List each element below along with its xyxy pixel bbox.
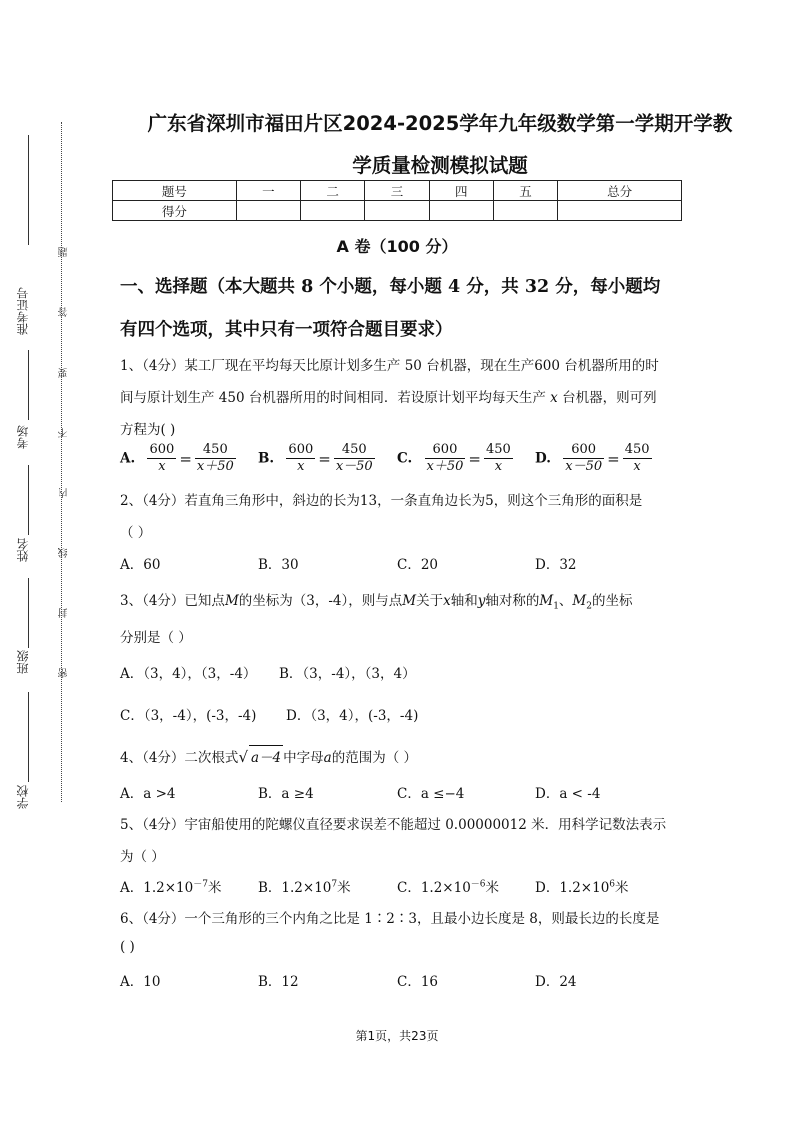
exponent: 6 (609, 879, 616, 890)
page-title-line1: 广东省深圳市福田片区2024-2025学年九年级数学第一学期开学教 (147, 112, 733, 135)
q1-option-d[interactable]: D. $\frac{600}{x-50}$ = $\frac{450}{x}$ (535, 442, 650, 475)
score-input-cell[interactable] (429, 201, 493, 221)
unit: 米 (337, 880, 351, 896)
q3-point-m1: M (539, 593, 554, 609)
denominator: x＋50 (426, 459, 464, 475)
q3-text-seg: 3、（4分）已知点 (120, 593, 225, 609)
fraction (425, 442, 466, 476)
numerator: 600 (563, 442, 604, 459)
q2-option-d[interactable]: D．32 (535, 557, 577, 573)
q6-text-line1: 6、（4分）一个三角形的三个内角之比是 1∶2∶3，且最小边长度是 8，则最长边的长度是 (120, 911, 660, 927)
score-input-cell[interactable] (301, 201, 365, 221)
q3-text-seg: 关于 (416, 593, 444, 609)
unit: 米 (615, 880, 629, 896)
q3-subscript: 2 (586, 601, 592, 612)
score-table-cell: 总分 (558, 181, 682, 201)
margin-label-school: 学校 (16, 785, 30, 809)
q1-option-c[interactable]: C. $\frac{600}{x+50}$ = $\frac{450}{x}$ (397, 442, 511, 475)
margin-line (28, 465, 29, 535)
sqrt-sign: √ (238, 748, 248, 766)
fraction (334, 442, 375, 476)
seal-char: 内 (59, 488, 70, 498)
q6-option-d[interactable]: D．24 (535, 974, 577, 990)
q2-option-b[interactable]: B．30 (258, 557, 299, 573)
q1-option-a[interactable]: A. $\frac{600}{x}$ = $\frac{450}{x+50}$ (120, 442, 234, 475)
q3-text-line1 (120, 589, 680, 612)
q4-radicand: a－4 (249, 745, 283, 766)
score-table-header-row (113, 181, 682, 201)
score-input-cell[interactable] (493, 201, 557, 221)
numerator: 450 (195, 442, 236, 459)
seal-char: 题 (59, 247, 70, 257)
q6-option-b[interactable]: B．12 (258, 974, 299, 990)
q4-text-seg: 4、（4分）二次根式 (120, 750, 239, 766)
q2-option-a[interactable]: A．60 (120, 557, 161, 573)
option-label: C. (397, 450, 413, 467)
score-input-cell[interactable] (558, 201, 682, 221)
q3-point-m: M (224, 593, 239, 609)
q3-text-line2: 分别是（ ） (120, 630, 192, 646)
fraction (195, 442, 236, 476)
fraction (623, 442, 652, 476)
seal-char: 线 (59, 548, 70, 558)
q1-option-b[interactable]: B. $\frac{600}{x}$ = $\frac{450}{x-50}$ (258, 442, 373, 475)
q3-point-m: M (402, 593, 417, 609)
q4-text-seg: 的范围为（ ） (331, 750, 417, 766)
denominator: x (158, 459, 166, 475)
q3-y-axis: y (477, 593, 486, 609)
q5-text-line2: 为（ ） (120, 849, 165, 865)
page-footer: 第1页，共23页 (355, 1029, 439, 1043)
q5-option-d[interactable] (535, 876, 629, 896)
q1-text-seg: 台机器，则可列 (562, 390, 657, 406)
q3-option-d[interactable]: D．（3，4），(-3，-4) (286, 708, 419, 724)
denominator: x (297, 459, 305, 475)
section-heading-line2: 有四个选项，其中只有一项符合题目要求） (120, 320, 453, 340)
option-text: A．1.2×10 (120, 880, 194, 896)
fraction (563, 442, 604, 476)
score-table-cell: 二 (301, 181, 365, 201)
q3-option-b[interactable]: B．（3，-4），（3，4） (279, 666, 416, 682)
score-table-cell: 题号 (113, 181, 237, 201)
option-text: B．1.2×10 (258, 880, 332, 896)
unit: 米 (207, 880, 222, 896)
section-heading-line1: 一、选择题（本大题共 8 个小题，每小题 4 分，共 32 分，每小题均 (120, 277, 661, 297)
option-label: A. (120, 450, 136, 467)
numerator: 450 (623, 442, 652, 459)
q4-text-line1 (120, 745, 680, 766)
q2-option-c[interactable]: C．20 (397, 557, 439, 573)
denominator: x (494, 459, 503, 475)
seal-char: 封 (59, 608, 70, 618)
q2-text-line1: 2、（4分）若直角三角形中，斜边的长为13，一条直角边长为5，则这个三角形的面积是 (120, 493, 643, 509)
q3-text-seg: 、 (558, 593, 573, 609)
unit: 米 (485, 880, 500, 896)
score-table-cell: 五 (493, 181, 557, 201)
seal-char: 不 (59, 428, 70, 438)
q3-point-m2: M (572, 593, 587, 609)
q3-text-seg: 轴和 (450, 593, 478, 609)
denominator: x＋50 (196, 459, 234, 475)
fraction (147, 442, 176, 476)
denominator: x (633, 459, 641, 475)
seal-char: 要 (59, 368, 70, 378)
margin-label-exam-number: 准考证号 (16, 287, 30, 335)
denominator: x－50 (565, 459, 603, 475)
q3-text-seg: 的坐标为（3，-4），则与点 (238, 593, 403, 609)
q6-option-c[interactable]: C．16 (397, 974, 439, 990)
numerator: 600 (425, 442, 466, 459)
q1-text-line1: 1、（4分）某工厂现在平均每天比原计划多生产 50 台机器，现在生产600 台机器所用的时 (120, 358, 659, 374)
q4-variable: a (323, 750, 332, 766)
q5-option-b[interactable] (258, 876, 351, 896)
seal-dotted-line (61, 122, 62, 802)
q3-x-axis: x (443, 593, 451, 609)
margin-line (28, 350, 29, 420)
q4-option-d[interactable]: D．a < -4 (535, 786, 601, 802)
q1-text-seg: 间与原计划生产 450 台机器所用的时间相同．若设原计划平均每天生产 (120, 390, 546, 406)
page-title-line2: 学质量检测模拟试题 (352, 154, 528, 177)
margin-label-class: 班级 (16, 650, 30, 674)
q4-option-b[interactable]: B．a ≥4 (258, 786, 314, 802)
q1-text-line2 (120, 386, 680, 406)
score-table-score-row (113, 201, 682, 221)
q1-text-line3: 方程为( ) (120, 422, 176, 438)
numerator: 600 (147, 442, 176, 459)
margin-line (28, 135, 29, 245)
exponent: －7 (193, 879, 208, 890)
numerator: 600 (286, 442, 315, 459)
option-text: D．1.2×10 (535, 880, 610, 896)
fraction (286, 442, 315, 476)
score-table (112, 180, 682, 221)
option-label: D. (535, 450, 551, 467)
score-table-cell: 得分 (113, 201, 237, 221)
q3-text-seg: 的坐标 (591, 593, 633, 609)
fraction (484, 442, 513, 476)
score-table-cell: 四 (429, 181, 493, 201)
q3-text-seg: 轴对称的 (485, 593, 540, 609)
score-input-cell[interactable] (236, 201, 300, 221)
volume-heading: A 卷（100 分） (336, 237, 458, 256)
score-table-cell: 三 (365, 181, 429, 201)
score-table-cell: 一 (236, 181, 300, 201)
exponent: －6 (470, 879, 486, 890)
q5-option-c[interactable] (397, 876, 499, 896)
q6-text-line2: ( ) (120, 939, 135, 955)
q3-option-a[interactable]: A．（3，4），（3，-4） (120, 666, 257, 682)
q4-text-seg: 中字母 (283, 750, 324, 766)
q4-option-c[interactable]: C．a ≤−4 (397, 786, 465, 802)
margin-label-name: 姓名 (16, 538, 30, 562)
exponent: 7 (331, 879, 338, 890)
margin-line (28, 692, 29, 782)
q4-option-a[interactable]: A．a >4 (120, 786, 176, 802)
q5-text-line1: 5、（4分）宇宙船使用的陀螺仪直径要求误差不能超过 0.00000012 米．用科学记数法表示 (120, 817, 667, 833)
option-label: B. (258, 450, 275, 467)
q2-text-line2: （ ） (120, 525, 152, 541)
numerator: 450 (484, 442, 513, 459)
seal-char: 密 (59, 668, 70, 678)
q3-subscript: 1 (553, 601, 559, 612)
score-input-cell[interactable] (365, 201, 429, 221)
margin-label-exam-room: 考场 (16, 425, 30, 449)
q3-option-c[interactable]: C．（3，-4），(-3，-4) (120, 708, 257, 724)
margin-line (28, 578, 29, 648)
q1-variable: x (550, 390, 558, 406)
denominator: x－50 (335, 459, 373, 475)
numerator: 450 (334, 442, 375, 459)
q5-option-a[interactable] (120, 876, 221, 896)
option-text: C．1.2×10 (397, 880, 471, 896)
seal-char: 答 (59, 307, 70, 317)
q6-option-a[interactable]: A．10 (120, 974, 161, 990)
